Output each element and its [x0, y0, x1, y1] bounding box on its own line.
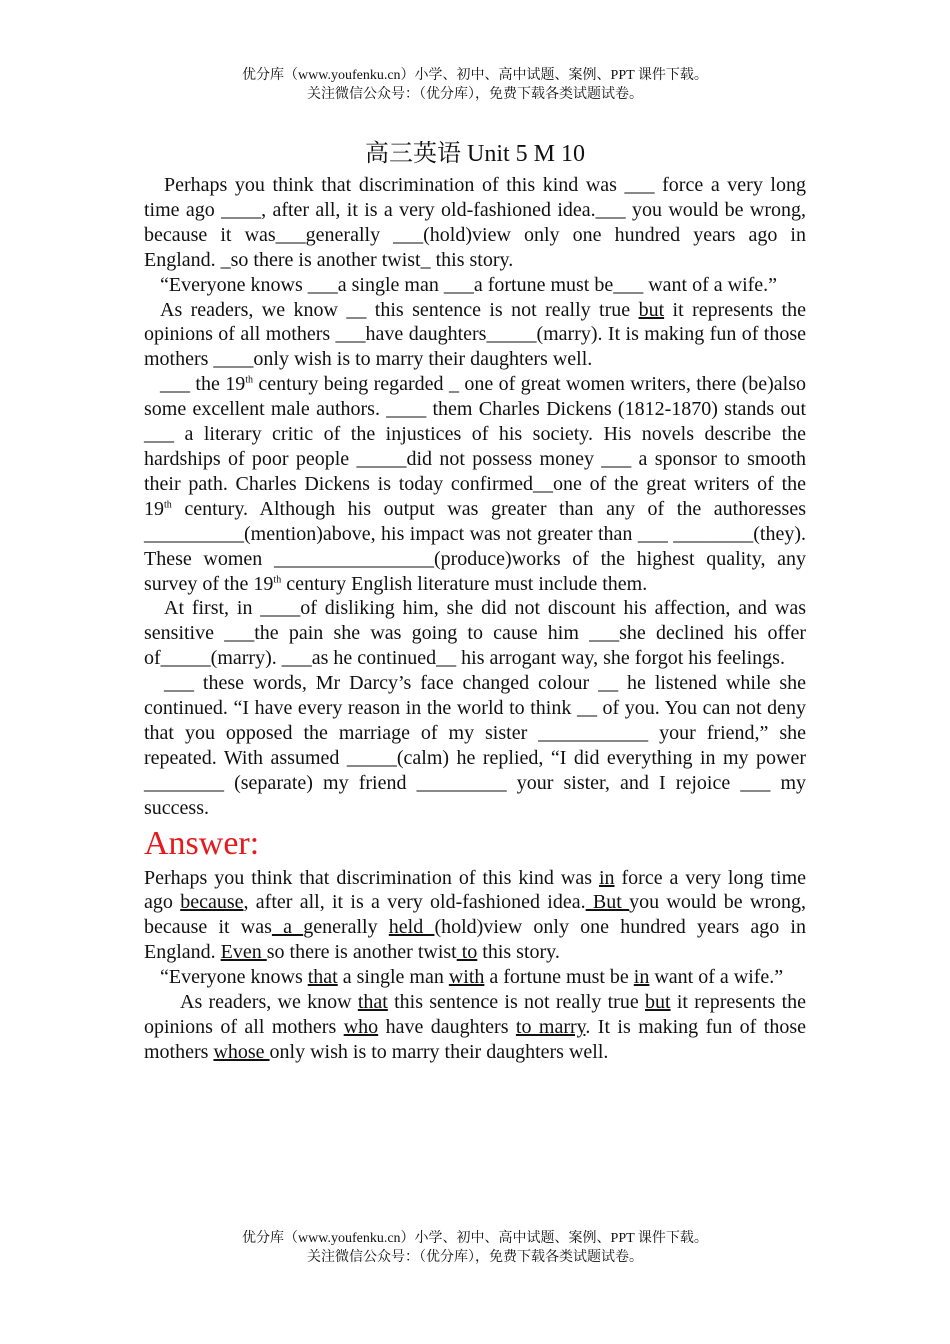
- text-run: this story.: [477, 941, 560, 964]
- text-run: ___ the 19: [160, 373, 246, 396]
- underlined-word: but: [638, 298, 665, 321]
- ordinal-suffix: th: [164, 499, 172, 511]
- text-run: (hold)view only one hundred years ago in England.: [144, 916, 806, 964]
- text-run: As readers, we know __ this sentence is not really true: [160, 298, 639, 321]
- answer-heading: Answer:: [144, 824, 260, 862]
- text-run: Perhaps you think that discrimination of this kind was: [144, 866, 599, 889]
- header-line-1: 优分库（www.youfenku.cn）小学、初中、高中试题、案例、PPT 课件下载。: [242, 68, 708, 83]
- answer-word: held: [388, 916, 435, 939]
- text-run: century being regarded _ one of great women writers, there (be)also some excellent male authors. ____ them Charles Dickens (1812-1870) stands out ___ a literary critic of the injustices of his society. His novels describe the hardships of poor people _____did not possess money ___ a sponsor to smooth their path. Charles Dickens is today confirmed__one of the great writers of the 19: [144, 373, 807, 520]
- text-run: this sentence is not really true: [387, 991, 645, 1014]
- answer-paragraph-2: [144, 965, 806, 990]
- answer-paragraph-1: [144, 866, 806, 966]
- ordinal-suffix: th: [273, 573, 282, 585]
- text-run: a single man: [337, 966, 449, 989]
- answer-word: But: [585, 891, 630, 914]
- answer-word: who: [343, 1016, 379, 1038]
- page-footer: [0, 1229, 950, 1267]
- text-run: a fortune must be: [484, 966, 634, 989]
- answer-word: because: [180, 891, 244, 914]
- exercise-paragraph-6: ___ these words, Mr Darcy’s face changed colour __ he listened while she continued. “I have every reason in the world to think __ of you. You can not deny that you opposed the marriage of my sister ___________ your friend,” she repeated. With assumed _____(calm) he replied, “I did everything in my power ________ (separate) my friend _________ your sister, and I rejoice ___ my success.: [144, 672, 806, 819]
- text-run: “Everyone knows: [160, 966, 308, 989]
- text-run: century. Although his output was greater than any of the authoresses __________(mention)above, his impact was not greater than ___ ________(they). These women ________________(produce)works of the highest quality, any survey of the 19: [144, 497, 806, 595]
- text-run: have daughters: [378, 1016, 516, 1038]
- answer-word: that: [357, 991, 388, 1014]
- text-run: it represents the opinions of all mothers ___have daughters_____(marry). It is making fun of those mothers ____only wish is to marry their daughters well.: [144, 298, 806, 371]
- page-title: 高三英语 Unit 5 M 10: [364, 141, 585, 167]
- text-run: generally: [303, 916, 389, 939]
- answer-word: a: [271, 916, 304, 939]
- answer-word: in: [598, 866, 615, 889]
- answer-word: but: [645, 991, 671, 1014]
- text-run: you would be wrong, because it was: [144, 891, 806, 939]
- exercise-paragraph-4: [144, 372, 806, 596]
- text-run: want of a wife.”: [649, 966, 784, 989]
- exercise-paragraph-1: Perhaps you think that discrimination of this kind was ___ force a very long time ago ____, after all, it is a very old-fashioned idea.___ you would be wrong, because it was___generally ___(hold)view only one hundred years ago in England. _so there is another twist_ this story.: [144, 174, 806, 271]
- text-run: century English literature must include them.: [281, 572, 648, 595]
- exercise-paragraph-5: At first, in ____of disliking him, she did not discount his affection, and was sensitive ___the pain she was going to cause him ___she declined his offer of_____(marry). ___as he continued__ his arrogant way, she forgot his feelings.: [144, 597, 806, 670]
- document-body: [144, 173, 806, 1065]
- exercise-paragraph-3: [144, 298, 806, 373]
- answer-word: in: [633, 966, 650, 989]
- ordinal-suffix: th: [245, 374, 254, 386]
- text-run: , after all, it is a very old-fashioned idea.: [243, 891, 586, 914]
- header-line-2: 关注微信公众号：（优分库），免费下载各类试题试卷。: [307, 87, 643, 102]
- answer-word: with: [448, 966, 485, 989]
- answer-word: to: [456, 941, 478, 964]
- text-run: it represents the opinions of all mothers: [144, 991, 807, 1038]
- page-header: [0, 66, 950, 104]
- exercise-paragraph-2: “Everyone knows ___a single man ___a fortune must be___ want of a wife.”: [160, 273, 778, 296]
- answer-word: that: [307, 966, 338, 989]
- text-run: force a very long time ago: [144, 866, 807, 914]
- text-run: As readers, we know: [180, 991, 358, 1014]
- text-run: . It is making fun of those mothers: [144, 1016, 806, 1063]
- text-run: so there is another twist: [266, 941, 457, 964]
- answer-word: Even: [220, 941, 267, 964]
- answer-paragraph-3: [144, 990, 806, 1065]
- footer-line-2: 关注微信公众号：（优分库），免费下载各类试题试卷。: [307, 1250, 643, 1265]
- text-run: only wish is to marry their daughters well.: [269, 1040, 609, 1063]
- answer-word: to marry: [515, 1016, 586, 1038]
- answer-word: whose: [213, 1040, 270, 1063]
- footer-line-1: 优分库（www.youfenku.cn）小学、初中、高中试题、案例、PPT 课件下载。: [242, 1231, 708, 1246]
